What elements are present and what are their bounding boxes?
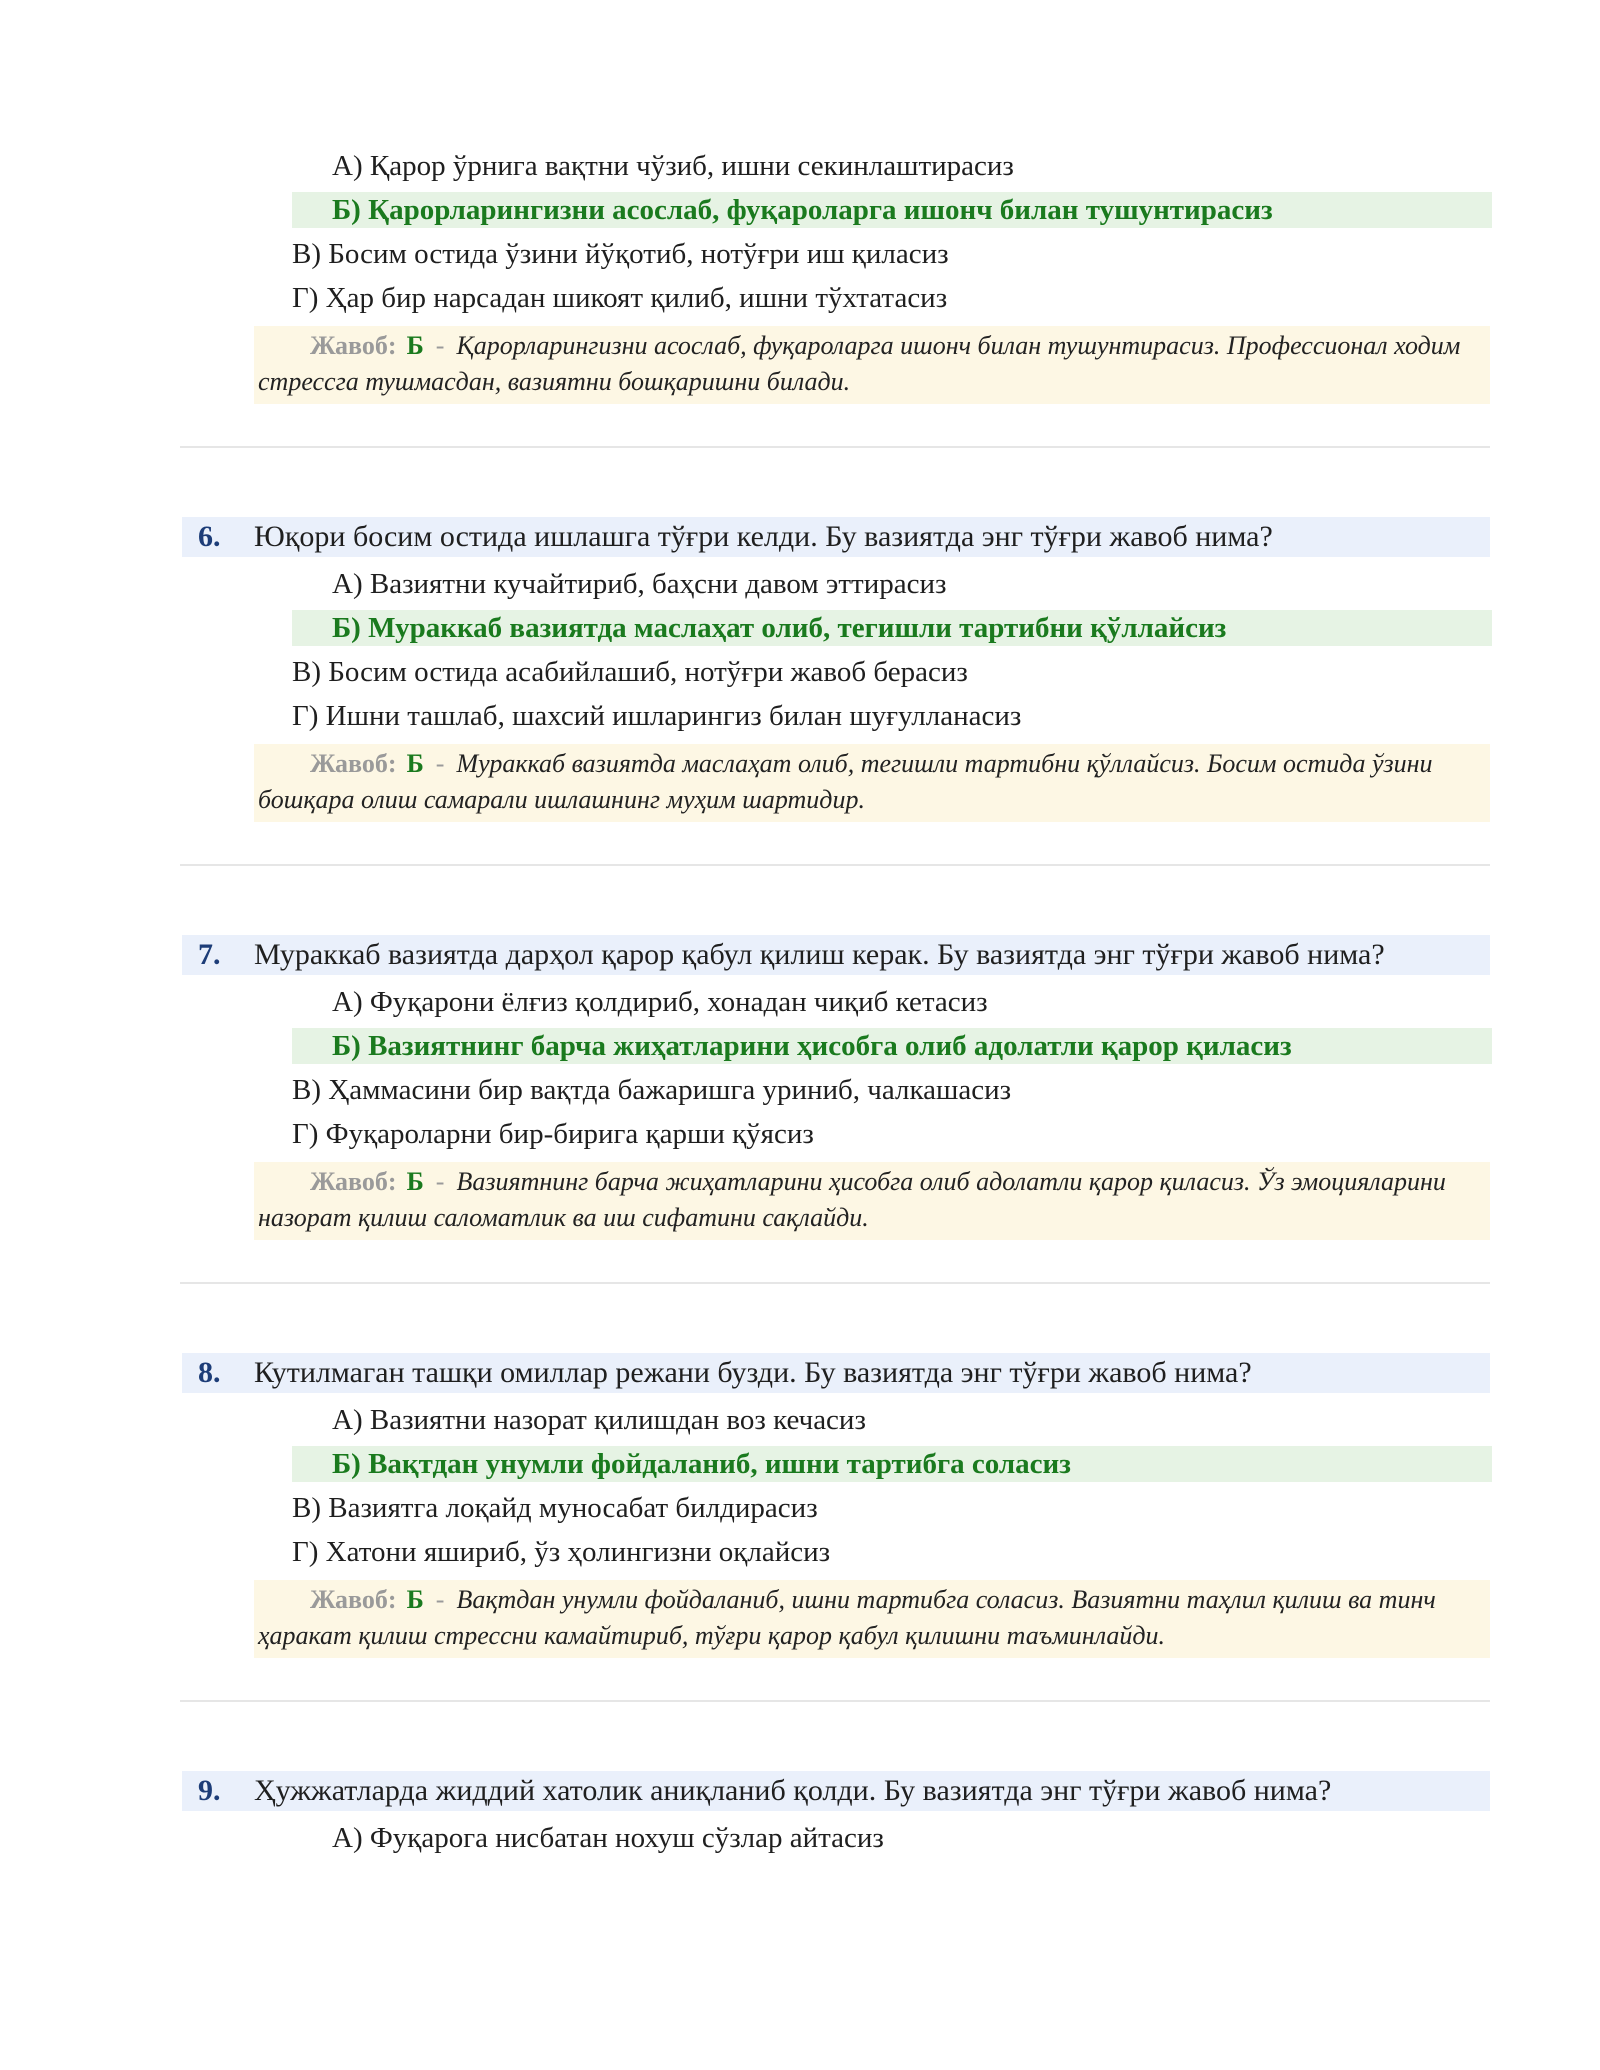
q6-option-v: В) Босим остида асабийлашиб, нотўғри жавоб берасиз — [292, 656, 968, 688]
q8-option-a: А) Вазиятни назорат қилишдан воз кечасиз — [332, 1404, 866, 1436]
q8-option-v: В) Вазиятга лоқайд муносабат билдирасиз — [292, 1492, 818, 1524]
answer-label: Жавоб: — [310, 1585, 397, 1614]
answer-label: Жавоб: — [310, 331, 397, 360]
answer-dash: - — [435, 749, 445, 778]
q7-number: 7. — [198, 938, 221, 971]
section-divider — [180, 1282, 1490, 1284]
section-divider — [180, 1700, 1490, 1702]
q8-header — [182, 1353, 1490, 1393]
q6-number: 6. — [198, 520, 221, 553]
q5-answer-box — [254, 326, 1490, 404]
q6-option-a: А) Вазиятни кучайтириб, баҳсни давом эттирасиз — [332, 568, 947, 600]
q7-option-a: А) Фуқарони ёлғиз қолдириб, хонадан чиқиб кетасиз — [332, 986, 988, 1018]
answer-text: Қарорларингизни асослаб, фуқароларга ишонч билан тушунтирасиз. Профессионал ходим стрессга тушмасдан, вазиятни бошқаришни билади. — [258, 331, 1461, 396]
q6-answer-box — [254, 744, 1490, 822]
q7-option-v: В) Ҳаммасини бир вақтда бажаришга уриниб, чалкашасиз — [292, 1074, 1012, 1106]
q8-question: Кутилмаган ташқи омиллар режани бузди. Бу вазиятда энг тўғри жавоб нима? — [254, 1356, 1252, 1389]
q7-header — [182, 935, 1490, 975]
q5-option-b-correct: Б) Қарорларингизни асослаб, фуқароларга ишонч билан тушунтирасиз — [292, 192, 1492, 228]
answer-text: Мураккаб вазиятда маслаҳат олиб, тегишли тартибни қўллайсиз. Босим остида ўзини бошқара олиш самарали ишлашнинг муҳим шартидир. — [258, 749, 1433, 814]
q8-option-g: Г) Хатони яшириб, ўз ҳолингизни оқлайсиз — [292, 1536, 831, 1568]
answer-letter: Б — [406, 1585, 424, 1614]
answer-dash: - — [435, 1167, 445, 1196]
q6-header — [182, 517, 1490, 557]
q7-question: Мураккаб вазиятда дарҳол қарор қабул қилиш керак. Бу вазиятда энг тўғри жавоб нима? — [254, 938, 1385, 971]
q9-number: 9. — [198, 1774, 221, 1807]
section-divider — [180, 446, 1490, 448]
q6-question: Юқори босим остида ишлашга тўғри келди. Бу вазиятда энг тўғри жавоб нима? — [254, 520, 1273, 553]
q5-option-a: А) Қарор ўрнига вақтни чўзиб, ишни секинлаштирасиз — [332, 150, 1014, 182]
answer-dash: - — [435, 331, 445, 360]
q9-option-a: А) Фуқарога нисбатан нохуш сўзлар айтасиз — [332, 1822, 884, 1854]
q9-question: Ҳужжатларда жиддий хатолик аниқланиб қолди. Бу вазиятда энг тўғри жавоб нима? — [254, 1774, 1332, 1807]
answer-label: Жавоб: — [310, 1167, 397, 1196]
q8-number: 8. — [198, 1356, 221, 1389]
q9-header — [182, 1771, 1490, 1811]
q5-option-v: В) Босим остида ўзини йўқотиб, нотўғри иш қиласиз — [292, 238, 949, 270]
q5-option-g: Г) Ҳар бир нарсадан шикоят қилиб, ишни тўхтатасиз — [292, 282, 948, 314]
q7-option-b-correct: Б) Вазиятнинг барча жиҳатларини ҳисобга олиб адолатли қарор қиласиз — [292, 1028, 1492, 1064]
answer-letter: Б — [406, 1167, 424, 1196]
section-divider — [180, 864, 1490, 866]
answer-letter: Б — [406, 331, 424, 360]
q8-option-b-correct: Б) Вақтдан унумли фойдаланиб, ишни тартибга соласиз — [292, 1446, 1492, 1482]
q6-option-b-correct: Б) Мураккаб вазиятда маслаҳат олиб, тегишли тартибни қўллайсиз — [292, 610, 1492, 646]
q6-option-g: Г) Ишни ташлаб, шахсий ишларингиз билан шуғулланасиз — [292, 700, 1022, 732]
q7-option-g: Г) Фуқароларни бир-бирига қарши қўясиз — [292, 1118, 814, 1150]
q8-answer-box — [254, 1580, 1490, 1658]
answer-dash: - — [435, 1585, 445, 1614]
answer-text: Вазиятнинг барча жиҳатларини ҳисобга олиб адолатли қарор қиласиз. Ўз эмоцияларини назорат қилиш саломатлик ва иш сифатини сақлайди. — [258, 1167, 1446, 1232]
q7-answer-box — [254, 1162, 1490, 1240]
answer-label: Жавоб: — [310, 749, 397, 778]
answer-text: Вақтдан унумли фойдаланиб, ишни тартибга соласиз. Вазиятни таҳлил қилиш ва тинч ҳаракат қилиш стрессни камайтириб, тўғри қарор қабул қилишни таъминлайди. — [258, 1585, 1436, 1650]
answer-letter: Б — [406, 749, 424, 778]
